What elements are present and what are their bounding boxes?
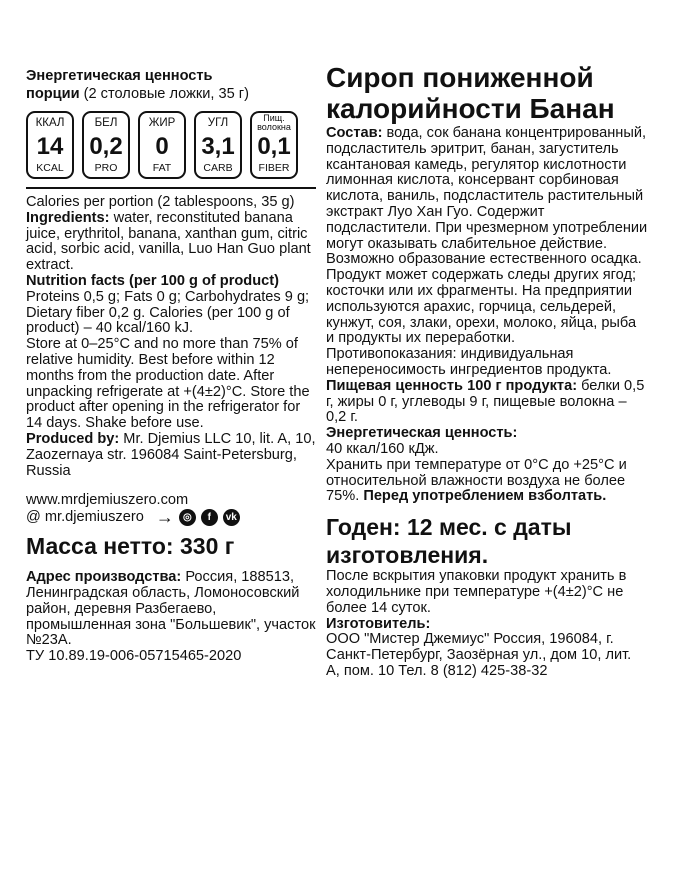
nutrition-text: Proteins 0,5 g; Fats 0 g; Carbohydrates 9 g; Dietary fiber 0,2 g. Calories (per 100 g of product) – 40 kcal/160 kJ. xyxy=(26,288,310,337)
energy-sub: (2 столовые ложки, 35 г) xyxy=(83,86,249,102)
fat-box-top: ЖИР xyxy=(148,116,176,129)
ru-storage-text: Хранить при температуре от 0°С до +25°С и относительной влажности воздуха не более 75%. xyxy=(326,456,627,505)
protein-box-bottom: PRO xyxy=(94,162,118,174)
social-row xyxy=(26,506,316,527)
arrow-icon: → xyxy=(155,506,174,527)
english-column xyxy=(26,67,316,665)
composition-label: Состав: xyxy=(326,125,383,141)
fiber-box-bottom: FIBER xyxy=(258,162,290,174)
ru-nutrition-paragraph xyxy=(326,379,648,426)
protein-box-top: БЕЛ xyxy=(94,116,118,129)
address-text: Россия, 188513, Ленинградская область, Ломоносовский район, деревня Разбегаево, промышленная зона "Большевик", участок №23А. xyxy=(26,569,316,649)
address-label: Адрес производства: xyxy=(26,569,182,586)
fat-box-value: 0 xyxy=(155,132,169,160)
instagram-icon: ◎ xyxy=(179,509,196,526)
manufacturer-text: ООО "Мистер Джемиус" Россия, 196084, г. Санкт-Петербург, Заозёрная ул., дом 10, лит. А, пом. 10 Тел. 8 (812) 425-38-32 xyxy=(326,631,632,679)
website: www.mrdjemiuszero.com xyxy=(26,492,189,509)
social-handle: @ mr.djemiuszero xyxy=(26,508,144,525)
protein-box xyxy=(82,111,130,179)
fiber-box-top xyxy=(257,113,291,132)
after-open-text: После вскрытия упаковки продукт хранить в холодильнике при температуре +(4±2)°С не более 14 суток. xyxy=(326,568,627,616)
ru-nutrition-label: Пищевая ценность 100 г продукта: xyxy=(326,377,578,394)
kcal-box-top: ККАЛ xyxy=(35,116,65,129)
fiber-top-line2: волокна xyxy=(257,122,291,132)
calories-portion: Calories per portion (2 tablespoons, 35 g) xyxy=(26,194,295,210)
address-paragraph xyxy=(26,570,316,649)
ru-energy-label: Энергетическая ценность: xyxy=(326,425,518,442)
produced-text: Mr. Djemius LLC 10, lit. A, 10, Zaozernaya str. 196084 Saint-Petersburg, Russia xyxy=(26,430,316,479)
carb-box-bottom: CARB xyxy=(203,162,233,174)
divider-line xyxy=(26,187,316,189)
fiber-top-line1: Пищ. xyxy=(263,113,285,123)
portion-energy-heading xyxy=(26,67,316,103)
tu-code: ТУ 10.89.19-006-05715465-2020 xyxy=(26,648,242,665)
kcal-box xyxy=(26,111,74,179)
produced-paragraph xyxy=(26,432,316,479)
shake-warning: Перед употреблением взболтать. xyxy=(363,488,607,505)
fat-box-bottom: FAT xyxy=(152,162,172,174)
fiber-box-value: 0,1 xyxy=(257,132,291,160)
carb-box-value: 3,1 xyxy=(201,132,235,160)
ingredients-label: Ingredients: xyxy=(26,209,110,226)
composition-text: вода, сок банана концентрированный, подсластитель эритрит, банан, загуститель ксантановая камедь, регулятор кислотности лимонная кислота, консервант сорбиновая кислота, ваниль, подсластитель растительный экстракт Луо Хан Гуо. Содержит подсластители. При чрезмерном употреблении могут оказывать слабительное действие. Возможно образование естественного осадка. Продукт может содержать следы других ягод; косточки или их фрагменты. На предприятии используются арахис, горчица, сельдерей, кунжут, соя, злаки, орехи, молоко, яйца, рыба и продукты их переработки. Противопоказания: индивидуальная непереносимость ингредиентов продукта. xyxy=(326,125,648,378)
ru-nutrition-text: белки 0,5 г, жиры 0 г, углеводы 9 г, пищевые волокна – 0,2 г. xyxy=(326,377,645,426)
energy-sub-bold: порции xyxy=(26,86,80,102)
storage-text: Store at 0–25°C and no more than 75% of relative humidity. Best before within 12 months from the production date. After unpacking refrigerate at +(4±2)°C. Store the product after opening in the refrigerator for 14 days. Shake before use. xyxy=(26,336,310,432)
manufacturer-label: Изготовитель: xyxy=(326,615,431,632)
carb-box xyxy=(194,111,242,179)
ingredients-text: water, reconstituted banana juice, erythritol, banana, xanthan gum, citric acid, sorbic acid, vanilla, Luo Han Guo plant extract. xyxy=(26,209,311,274)
ingredients-paragraph xyxy=(26,211,316,274)
net-weight: Масса нетто: 330 г xyxy=(26,533,235,560)
energy-title: Энергетическая ценность xyxy=(26,68,213,84)
kcal-box-value: 14 xyxy=(36,132,64,160)
ru-storage-paragraph xyxy=(326,458,648,505)
fiber-box xyxy=(250,111,298,179)
nutrition-boxes xyxy=(26,111,316,179)
fat-box xyxy=(138,111,186,179)
kcal-box-bottom: KCAL xyxy=(36,162,64,174)
shelf-life: Годен: 12 мес. с даты изготовления. xyxy=(326,514,572,569)
produced-label: Produced by: xyxy=(26,430,120,447)
protein-box-value: 0,2 xyxy=(89,132,123,160)
composition-paragraph xyxy=(326,126,648,379)
ru-energy-text: 40 ккал/160 кДж. xyxy=(326,440,439,457)
vk-icon: vk xyxy=(223,509,240,526)
product-title: Сироп пониженной калорийности Банан xyxy=(326,62,615,124)
carb-box-top: УГЛ xyxy=(207,116,229,129)
russian-column xyxy=(326,62,648,680)
facebook-icon: f xyxy=(201,509,218,526)
nutrition-label: Nutrition facts (per 100 g of product) xyxy=(26,272,279,289)
